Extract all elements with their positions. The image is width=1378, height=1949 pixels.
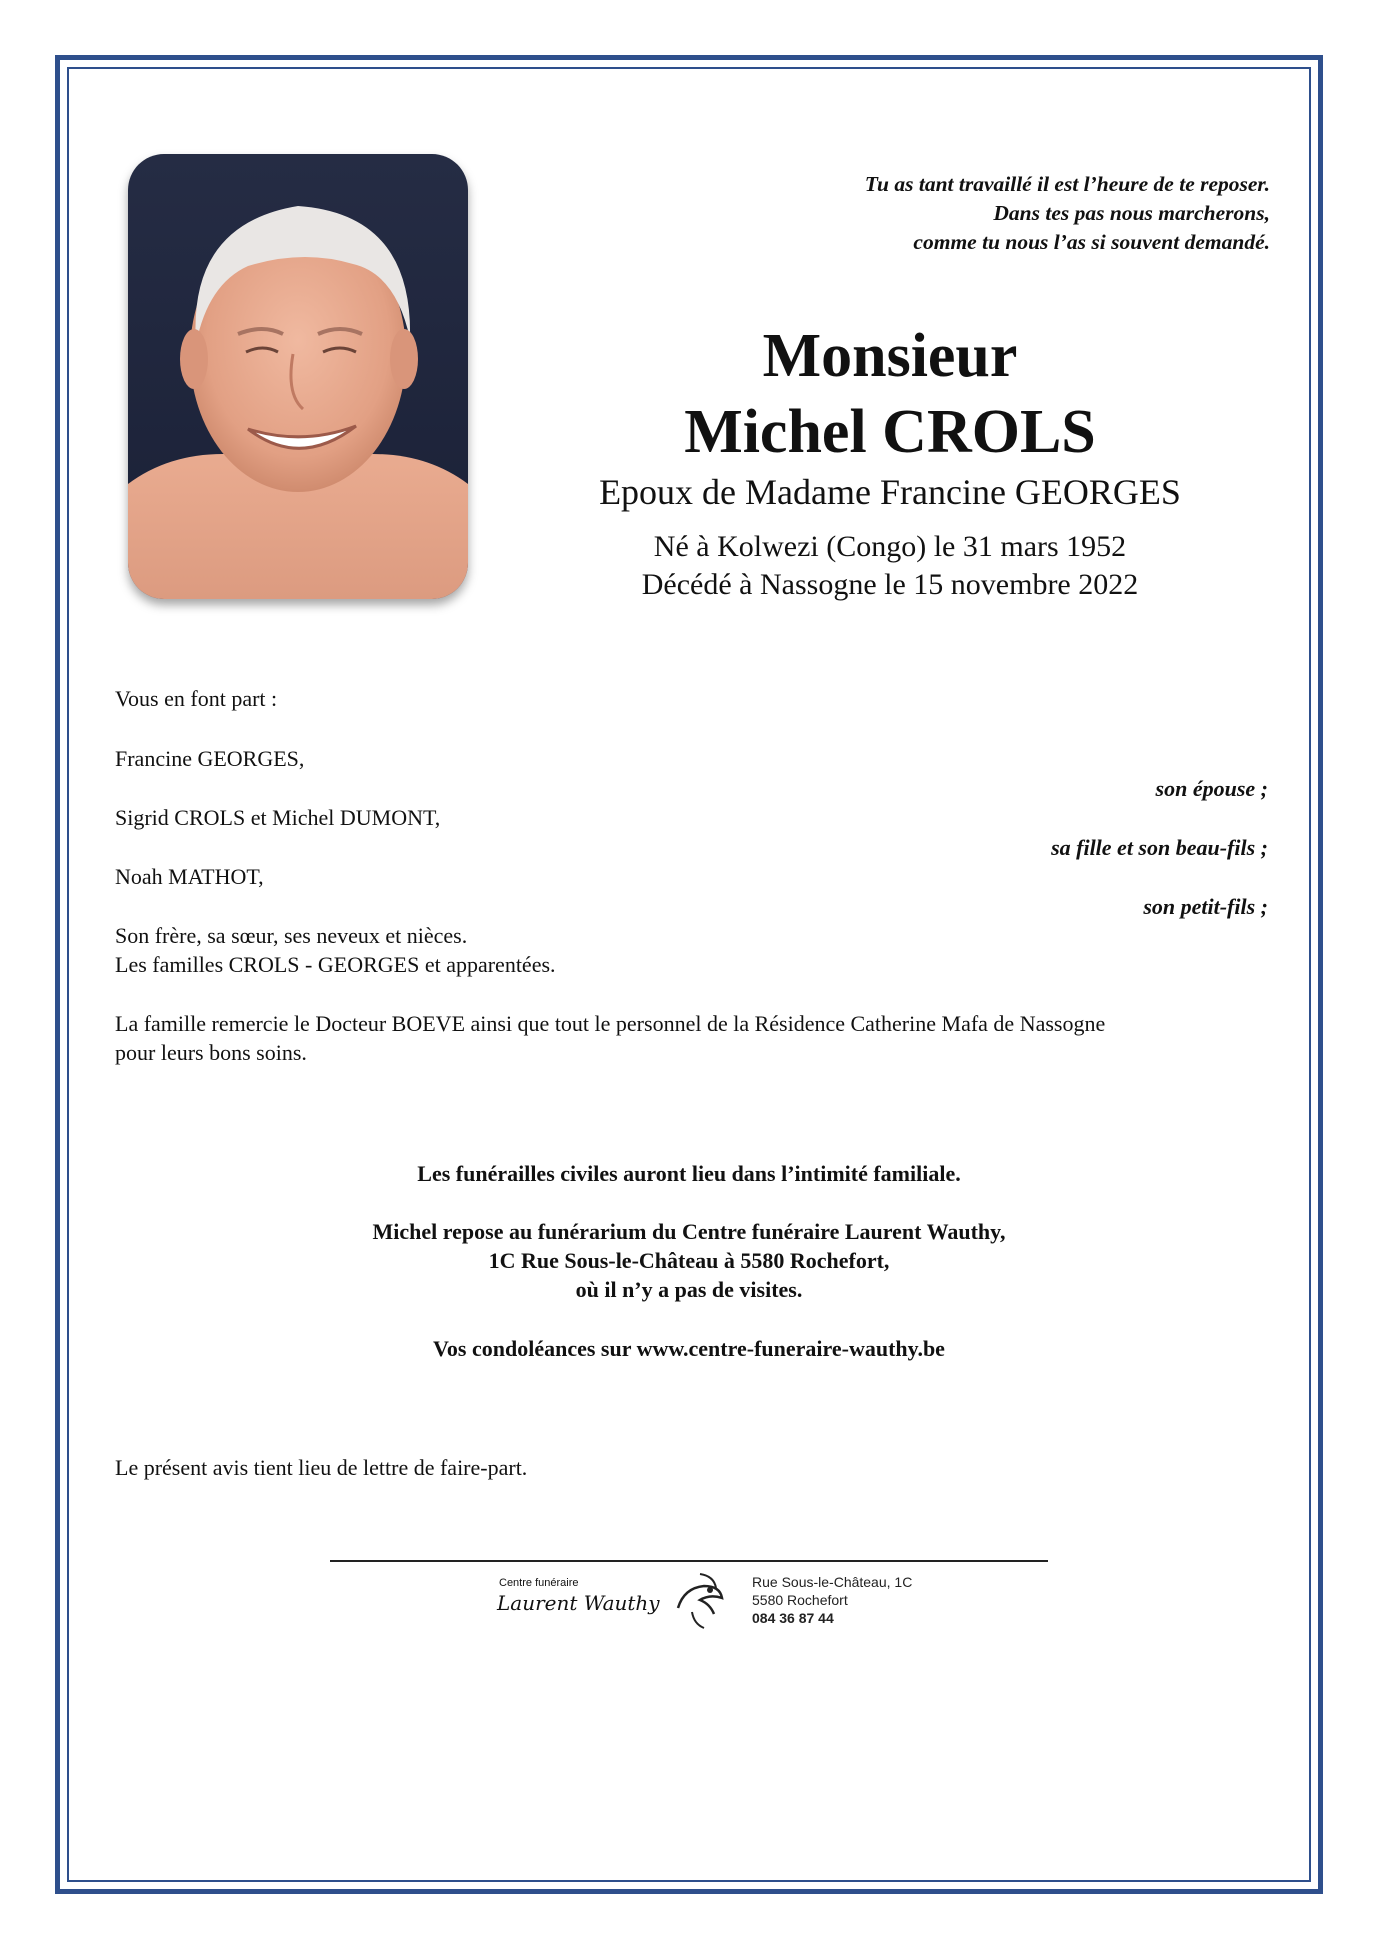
member-relation: son épouse ; [1155,776,1268,801]
extended-family-1: Son frère, sa sœur, ses neveux et nièces. [115,923,468,948]
thanks-line-2: pour leurs bons soins. [115,1040,307,1065]
logo-emblem-icon [670,1568,730,1630]
rest-line-1: Michel repose au funérarium du Centre funéraire Laurent Wauthy, [372,1219,1006,1244]
member-relation: son petit-fils ; [1143,894,1268,919]
logo-small-text: Centre funéraire [499,1577,579,1589]
address-line-1: Rue Sous-le-Château, 1C [752,1574,913,1590]
logo-big-text: Laurent Wauthy [497,1591,660,1615]
quote-line-2: Dans tes pas nous marcherons, [993,201,1270,225]
condolences-link[interactable]: Vos condoléances sur www.centre-funeraire-wauthy.be [433,1336,945,1361]
funeral-home-logo [497,1575,697,1635]
rest-line-3: où il n’y a pas de visites. [575,1277,803,1302]
quote-line-1: Tu as tant travaillé il est l’heure de te reposer. [864,172,1270,196]
epitaph-quote [670,170,1270,257]
deceased-name: Michel CROLS [684,398,1096,466]
spouse-line: Epoux de Madame Francine GEORGES [599,472,1181,512]
member-name: Noah MATHOT, [115,864,264,889]
extended-family-2: Les familles CROLS - GEORGES et apparentées. [115,952,556,977]
footer-note: Le présent avis tient lieu de lettre de faire-part. [115,1455,528,1480]
separator-line [330,1560,1048,1562]
deceased-header [500,318,1280,604]
thanks-line-1: La famille remercie le Docteur BOEVE ainsi que tout le personnel de la Résidence Catherine Mafa de Nassogne [115,1011,1106,1036]
phone-number: 084 36 87 44 [752,1610,834,1626]
logo-address [752,1573,912,1627]
quote-line-3: comme tu nous l’as si souvent demandé. [913,230,1270,254]
portrait-photo [128,154,468,599]
rest-line-2: 1C Rue Sous-le-Château à 5580 Rochefort, [488,1248,890,1273]
address-line-2: 5580 Rochefort [752,1592,848,1608]
member-relation: sa fille et son beau-fils ; [1051,835,1268,860]
member-name: Francine GEORGES, [115,746,305,771]
birth-line: Né à Kolwezi (Congo) le 31 mars 1952 [653,530,1127,563]
ceremony-info: Les funérailles civiles auront lieu dans l’intimité familiale. [417,1161,961,1186]
member-name: Sigrid CROLS et Michel DUMONT, [115,805,441,830]
honorific: Monsieur [762,322,1018,390]
intro-text: Vous en font part : [115,686,278,711]
death-line: Décédé à Nassogne le 15 novembre 2022 [641,568,1139,601]
